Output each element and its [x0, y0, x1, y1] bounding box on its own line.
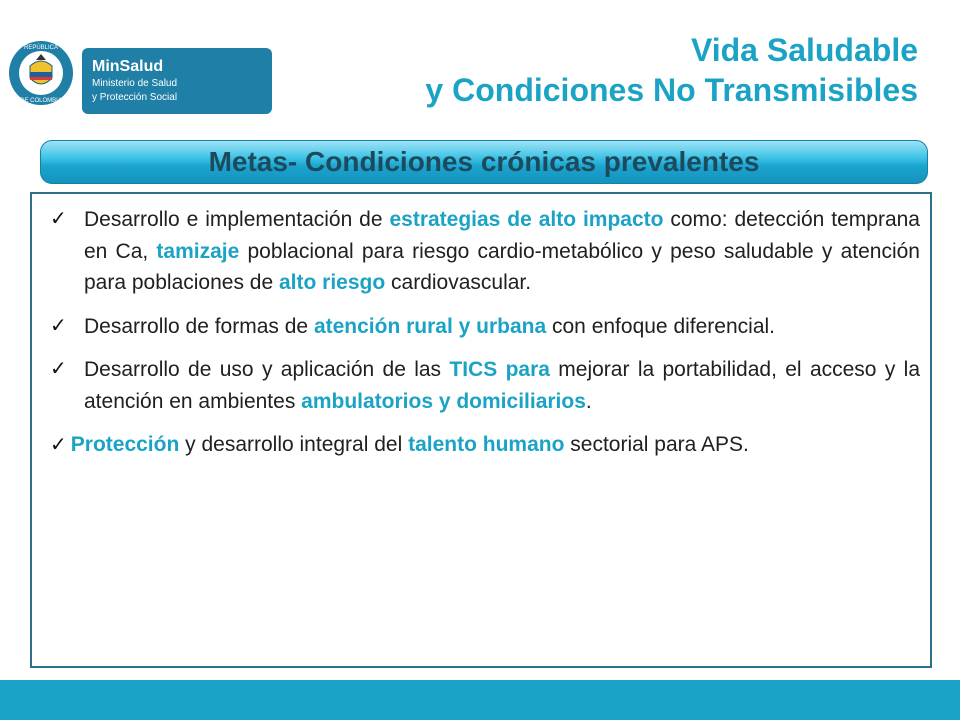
text: sectorial para APS.	[564, 433, 749, 456]
highlight: talento humano	[408, 433, 565, 456]
text: .	[585, 389, 592, 413]
bullet-item-4	[44, 429, 920, 462]
text: como: detección temprana en Ca,	[84, 208, 920, 263]
text: Desarrollo de uso y aplicación de las	[84, 358, 450, 381]
seal-bottom-text: DE COLOMBIA	[20, 98, 62, 104]
minsalud-logo	[82, 48, 272, 114]
highlight: atención rural y urbana	[313, 314, 547, 338]
text: cardiovascular.	[385, 271, 532, 294]
bullet-item-3	[44, 354, 920, 417]
text: mejorar la portabilidad, el acceso y la atención en ambientes	[84, 358, 921, 413]
bullet-item-2	[44, 311, 920, 343]
title-line-1: Vida Saludable	[690, 32, 918, 68]
checkmark-icon: ✓	[50, 358, 67, 380]
content-box	[30, 192, 932, 668]
highlight: ambulatorios y domiciliarios	[301, 389, 586, 413]
bullet-item-1	[44, 204, 920, 299]
highlight: TICS para	[449, 358, 550, 381]
checkmark-icon: ✓	[50, 208, 67, 230]
text: Desarrollo de formas de	[84, 314, 314, 338]
text: poblacional para riesgo cardio-metabólico y peso saludable y atención para poblaciones de	[84, 239, 920, 294]
colombia-seal-logo	[8, 40, 74, 106]
text: y desarrollo integral del	[179, 433, 409, 456]
title-line-2: y Condiciones No Transmisibles	[425, 72, 918, 108]
highlight: alto riesgo	[278, 271, 386, 294]
brand-subtitle-1: Ministerio de Salud	[92, 78, 178, 89]
highlight: estrategias de alto impacto	[389, 208, 664, 231]
checkmark-icon: ✓	[50, 434, 67, 456]
section-banner: Metas- Condiciones crónicas prevalentes	[40, 140, 928, 184]
footer-bar	[0, 680, 960, 720]
text: con enfoque diferencial.	[546, 314, 775, 338]
highlight: tamizaje	[156, 239, 240, 263]
brand-subtitle-2: y Protección Social	[92, 92, 178, 103]
text: Desarrollo e implementación de	[84, 208, 390, 231]
checkmark-icon: ✓	[50, 314, 67, 337]
brand-name: MinSalud	[92, 58, 164, 75]
highlight: Protección	[70, 433, 180, 456]
page-title	[425, 30, 918, 110]
seal-top-text: REPÚBLICA	[23, 45, 59, 51]
